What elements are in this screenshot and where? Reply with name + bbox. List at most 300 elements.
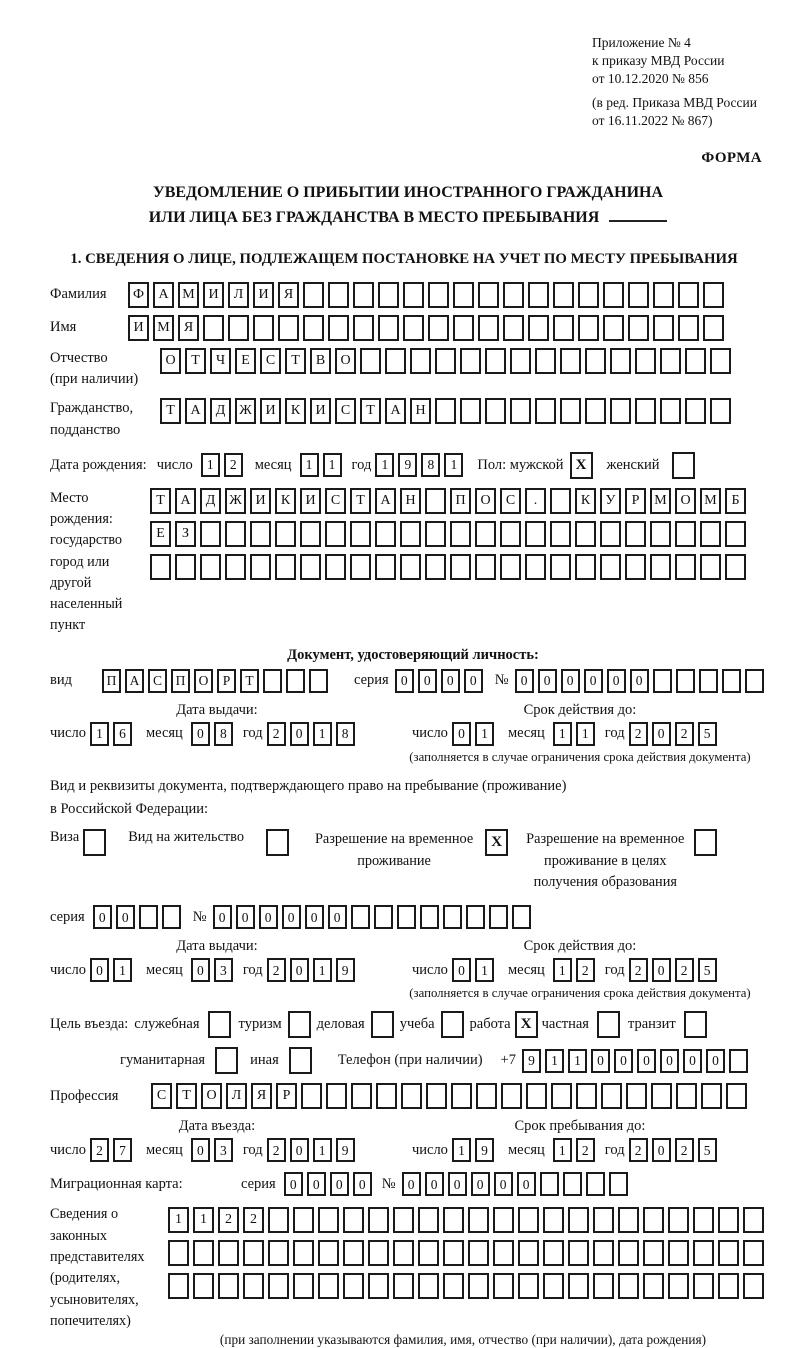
char-cell[interactable] [745,669,764,693]
char-cell[interactable] [250,554,271,580]
char-cell[interactable] [551,1083,572,1109]
char-cell[interactable]: 9 [398,453,417,477]
char-cell[interactable]: 0 [637,1049,656,1073]
char-cell[interactable]: Л [228,282,249,308]
char-cell[interactable] [343,1207,364,1233]
char-cell[interactable]: 1 [568,1049,587,1073]
char-cell[interactable] [500,521,521,547]
char-cell[interactable] [600,521,621,547]
temp-residence-permit-checkbox[interactable]: X [485,829,508,856]
char-cell[interactable] [693,1207,714,1233]
char-cell[interactable] [268,1273,289,1299]
char-cell[interactable]: С [335,398,356,424]
char-cell[interactable] [743,1273,764,1299]
char-cell[interactable]: И [128,315,149,341]
char-cell[interactable] [193,1273,214,1299]
char-cell[interactable]: К [275,488,296,514]
char-cell[interactable] [343,1273,364,1299]
char-cell[interactable] [200,521,221,547]
char-cell[interactable]: 1 [313,722,332,746]
char-cell[interactable] [318,1207,339,1233]
char-cell[interactable]: М [700,488,721,514]
char-cell[interactable]: 3 [214,1138,233,1162]
char-cell[interactable]: 1 [475,722,494,746]
char-cell[interactable]: 0 [418,669,437,693]
char-cell[interactable]: 0 [464,669,483,693]
char-cell[interactable]: 2 [218,1207,239,1233]
char-cell[interactable]: 0 [90,958,109,982]
char-cell[interactable] [309,669,328,693]
char-cell[interactable] [722,669,741,693]
char-cell[interactable] [493,1240,514,1266]
char-cell[interactable] [450,554,471,580]
char-cell[interactable]: 0 [517,1172,536,1196]
char-cell[interactable] [710,398,731,424]
purpose-business-checkbox[interactable] [371,1011,394,1038]
char-cell[interactable]: 8 [336,722,355,746]
char-cell[interactable]: У [600,488,621,514]
char-cell[interactable] [699,669,718,693]
char-cell[interactable] [600,554,621,580]
char-cell[interactable]: К [285,398,306,424]
char-cell[interactable]: 1 [90,722,109,746]
char-cell[interactable] [528,282,549,308]
char-cell[interactable] [560,398,581,424]
char-cell[interactable] [378,315,399,341]
char-cell[interactable]: 2 [576,1138,595,1162]
char-cell[interactable] [635,348,656,374]
char-cell[interactable] [200,554,221,580]
char-cell[interactable] [203,315,224,341]
char-cell[interactable] [351,905,370,929]
char-cell[interactable] [635,398,656,424]
char-cell[interactable] [293,1273,314,1299]
char-cell[interactable] [643,1207,664,1233]
char-cell[interactable] [493,1207,514,1233]
char-cell[interactable] [300,521,321,547]
char-cell[interactable] [675,554,696,580]
char-cell[interactable]: 0 [538,669,557,693]
char-cell[interactable] [400,521,421,547]
char-cell[interactable]: А [385,398,406,424]
char-cell[interactable] [168,1273,189,1299]
char-cell[interactable] [586,1172,605,1196]
char-cell[interactable] [700,554,721,580]
char-cell[interactable] [643,1273,664,1299]
char-cell[interactable] [318,1240,339,1266]
char-cell[interactable] [543,1273,564,1299]
char-cell[interactable] [318,1273,339,1299]
char-cell[interactable]: 1 [452,1138,471,1162]
char-cell[interactable] [560,348,581,374]
char-cell[interactable]: 9 [336,958,355,982]
char-cell[interactable] [668,1273,689,1299]
char-cell[interactable] [603,282,624,308]
char-cell[interactable] [218,1240,239,1266]
char-cell[interactable] [610,348,631,374]
char-cell[interactable] [526,1083,547,1109]
char-cell[interactable] [729,1049,748,1073]
char-cell[interactable]: 8 [214,722,233,746]
char-cell[interactable] [393,1240,414,1266]
char-cell[interactable] [653,282,674,308]
char-cell[interactable]: О [201,1083,222,1109]
char-cell[interactable] [693,1240,714,1266]
char-cell[interactable]: А [185,398,206,424]
char-cell[interactable] [535,398,556,424]
purpose-transit-checkbox[interactable] [684,1011,707,1038]
char-cell[interactable] [653,669,672,693]
char-cell[interactable] [676,1083,697,1109]
char-cell[interactable]: 0 [330,1172,349,1196]
char-cell[interactable]: 0 [305,905,324,929]
char-cell[interactable]: 0 [515,669,534,693]
char-cell[interactable] [518,1240,539,1266]
char-cell[interactable] [618,1207,639,1233]
char-cell[interactable] [700,521,721,547]
char-cell[interactable] [368,1273,389,1299]
char-cell[interactable] [225,521,246,547]
char-cell[interactable] [575,521,596,547]
purpose-private-checkbox[interactable] [597,1011,620,1038]
char-cell[interactable] [175,554,196,580]
char-cell[interactable] [368,1207,389,1233]
char-cell[interactable]: Е [150,521,171,547]
char-cell[interactable]: А [125,669,144,693]
char-cell[interactable]: И [300,488,321,514]
char-cell[interactable] [353,315,374,341]
char-cell[interactable]: Я [278,282,299,308]
char-cell[interactable]: 2 [90,1138,109,1162]
char-cell[interactable] [475,521,496,547]
char-cell[interactable] [468,1240,489,1266]
char-cell[interactable]: 2 [629,958,648,982]
char-cell[interactable] [535,348,556,374]
char-cell[interactable]: 9 [475,1138,494,1162]
char-cell[interactable] [512,905,531,929]
char-cell[interactable]: П [450,488,471,514]
char-cell[interactable] [543,1240,564,1266]
char-cell[interactable]: . [525,488,546,514]
char-cell[interactable]: 0 [652,1138,671,1162]
char-cell[interactable] [743,1207,764,1233]
char-cell[interactable] [568,1240,589,1266]
char-cell[interactable] [609,1172,628,1196]
char-cell[interactable] [397,905,416,929]
char-cell[interactable]: 0 [614,1049,633,1073]
char-cell[interactable] [385,348,406,374]
char-cell[interactable]: И [203,282,224,308]
char-cell[interactable] [403,315,424,341]
char-cell[interactable] [701,1083,722,1109]
char-cell[interactable] [485,348,506,374]
char-cell[interactable] [343,1240,364,1266]
char-cell[interactable] [450,521,471,547]
purpose-study-checkbox[interactable] [441,1011,464,1038]
char-cell[interactable]: 1 [313,958,332,982]
char-cell[interactable] [300,554,321,580]
char-cell[interactable]: Ч [210,348,231,374]
char-cell[interactable] [660,398,681,424]
char-cell[interactable] [593,1240,614,1266]
char-cell[interactable] [228,315,249,341]
char-cell[interactable] [478,315,499,341]
char-cell[interactable] [543,1207,564,1233]
char-cell[interactable]: 1 [193,1207,214,1233]
char-cell[interactable]: П [102,669,121,693]
purpose-tourism-checkbox[interactable] [288,1011,311,1038]
char-cell[interactable] [550,521,571,547]
char-cell[interactable] [568,1207,589,1233]
char-cell[interactable]: 0 [290,1138,309,1162]
char-cell[interactable] [525,521,546,547]
char-cell[interactable]: Т [360,398,381,424]
char-cell[interactable]: 0 [452,722,471,746]
char-cell[interactable] [475,554,496,580]
sex-male-checkbox[interactable]: X [570,452,593,479]
char-cell[interactable] [585,348,606,374]
char-cell[interactable] [525,554,546,580]
char-cell[interactable]: 1 [313,1138,332,1162]
char-cell[interactable]: Д [200,488,221,514]
char-cell[interactable]: Л [226,1083,247,1109]
char-cell[interactable]: 0 [630,669,649,693]
char-cell[interactable] [550,488,571,514]
char-cell[interactable]: С [151,1083,172,1109]
char-cell[interactable] [375,554,396,580]
char-cell[interactable] [500,554,521,580]
char-cell[interactable]: 2 [267,958,286,982]
char-cell[interactable] [675,521,696,547]
char-cell[interactable]: 0 [652,958,671,982]
char-cell[interactable] [718,1207,739,1233]
char-cell[interactable] [420,905,439,929]
char-cell[interactable] [425,488,446,514]
char-cell[interactable]: 3 [214,958,233,982]
char-cell[interactable] [393,1207,414,1233]
purpose-work-checkbox[interactable]: X [515,1011,538,1038]
char-cell[interactable] [678,315,699,341]
char-cell[interactable] [703,282,724,308]
char-cell[interactable]: 1 [475,958,494,982]
char-cell[interactable] [453,315,474,341]
char-cell[interactable]: Т [240,669,259,693]
char-cell[interactable]: 0 [448,1172,467,1196]
char-cell[interactable] [301,1083,322,1109]
char-cell[interactable]: 5 [698,958,717,982]
char-cell[interactable]: Я [178,315,199,341]
char-cell[interactable] [263,669,282,693]
char-cell[interactable]: Н [400,488,421,514]
char-cell[interactable] [528,315,549,341]
char-cell[interactable]: 0 [452,958,471,982]
char-cell[interactable] [568,1273,589,1299]
char-cell[interactable] [718,1273,739,1299]
char-cell[interactable] [351,1083,372,1109]
char-cell[interactable] [563,1172,582,1196]
char-cell[interactable] [443,905,462,929]
char-cell[interactable]: Д [210,398,231,424]
char-cell[interactable]: 0 [93,905,112,929]
char-cell[interactable] [518,1207,539,1233]
char-cell[interactable] [601,1083,622,1109]
char-cell[interactable] [503,282,524,308]
char-cell[interactable] [460,398,481,424]
char-cell[interactable] [466,905,485,929]
char-cell[interactable]: Е [235,348,256,374]
char-cell[interactable]: 0 [683,1049,702,1073]
char-cell[interactable] [650,521,671,547]
char-cell[interactable] [243,1273,264,1299]
char-cell[interactable]: 2 [243,1207,264,1233]
char-cell[interactable]: 5 [698,722,717,746]
char-cell[interactable] [676,669,695,693]
char-cell[interactable] [668,1207,689,1233]
char-cell[interactable] [603,315,624,341]
char-cell[interactable] [360,348,381,374]
purpose-other-checkbox[interactable] [289,1047,312,1074]
char-cell[interactable]: И [253,282,274,308]
char-cell[interactable]: 0 [213,905,232,929]
char-cell[interactable] [325,554,346,580]
char-cell[interactable] [403,282,424,308]
char-cell[interactable]: П [171,669,190,693]
char-cell[interactable]: 1 [553,722,572,746]
char-cell[interactable]: 2 [629,722,648,746]
char-cell[interactable] [350,521,371,547]
char-cell[interactable] [375,521,396,547]
char-cell[interactable]: 0 [290,958,309,982]
char-cell[interactable] [250,521,271,547]
char-cell[interactable] [425,521,446,547]
char-cell[interactable]: Н [410,398,431,424]
char-cell[interactable] [668,1240,689,1266]
char-cell[interactable] [268,1207,289,1233]
char-cell[interactable] [678,282,699,308]
char-cell[interactable] [378,282,399,308]
char-cell[interactable] [275,521,296,547]
char-cell[interactable] [468,1273,489,1299]
char-cell[interactable] [550,554,571,580]
char-cell[interactable] [410,348,431,374]
char-cell[interactable] [625,521,646,547]
char-cell[interactable]: Т [150,488,171,514]
char-cell[interactable]: 0 [282,905,301,929]
char-cell[interactable] [443,1273,464,1299]
char-cell[interactable]: О [475,488,496,514]
purpose-humanitarian-checkbox[interactable] [215,1047,238,1074]
char-cell[interactable]: О [160,348,181,374]
char-cell[interactable]: 0 [402,1172,421,1196]
char-cell[interactable]: К [575,488,596,514]
char-cell[interactable]: 0 [494,1172,513,1196]
char-cell[interactable]: М [178,282,199,308]
char-cell[interactable] [435,348,456,374]
char-cell[interactable] [278,315,299,341]
char-cell[interactable]: Т [185,348,206,374]
char-cell[interactable]: 1 [576,722,595,746]
char-cell[interactable]: 0 [353,1172,372,1196]
char-cell[interactable] [460,348,481,374]
residence-permit-checkbox[interactable] [266,829,289,856]
char-cell[interactable]: Ж [235,398,256,424]
char-cell[interactable]: Ф [128,282,149,308]
char-cell[interactable] [468,1207,489,1233]
char-cell[interactable]: В [310,348,331,374]
char-cell[interactable] [643,1240,664,1266]
char-cell[interactable] [710,348,731,374]
char-cell[interactable]: И [310,398,331,424]
char-cell[interactable] [718,1240,739,1266]
char-cell[interactable]: 9 [522,1049,541,1073]
char-cell[interactable] [518,1273,539,1299]
char-cell[interactable]: О [194,669,213,693]
purpose-official-checkbox[interactable] [208,1011,231,1038]
char-cell[interactable] [489,905,508,929]
char-cell[interactable] [326,1083,347,1109]
char-cell[interactable] [451,1083,472,1109]
char-cell[interactable] [328,282,349,308]
char-cell[interactable]: 1 [201,453,220,477]
char-cell[interactable]: Р [625,488,646,514]
char-cell[interactable] [651,1083,672,1109]
char-cell[interactable]: 1 [168,1207,189,1233]
char-cell[interactable] [286,669,305,693]
char-cell[interactable] [578,282,599,308]
char-cell[interactable]: 0 [259,905,278,929]
char-cell[interactable] [425,554,446,580]
char-cell[interactable]: Т [176,1083,197,1109]
char-cell[interactable]: 0 [284,1172,303,1196]
char-cell[interactable] [303,282,324,308]
char-cell[interactable]: 2 [576,958,595,982]
char-cell[interactable] [726,1083,747,1109]
char-cell[interactable] [374,905,393,929]
char-cell[interactable] [478,282,499,308]
char-cell[interactable] [618,1240,639,1266]
char-cell[interactable] [353,282,374,308]
char-cell[interactable] [503,315,524,341]
char-cell[interactable]: А [175,488,196,514]
char-cell[interactable]: Р [217,669,236,693]
char-cell[interactable] [428,315,449,341]
char-cell[interactable] [628,282,649,308]
char-cell[interactable]: 2 [675,1138,694,1162]
char-cell[interactable] [139,905,158,929]
char-cell[interactable] [400,554,421,580]
char-cell[interactable] [225,554,246,580]
char-cell[interactable] [325,521,346,547]
char-cell[interactable] [626,1083,647,1109]
char-cell[interactable]: 0 [660,1049,679,1073]
char-cell[interactable] [268,1240,289,1266]
char-cell[interactable] [618,1273,639,1299]
char-cell[interactable]: М [650,488,671,514]
char-cell[interactable]: Ж [225,488,246,514]
char-cell[interactable] [693,1273,714,1299]
char-cell[interactable]: 2 [267,722,286,746]
char-cell[interactable]: 1 [553,958,572,982]
char-cell[interactable]: 0 [290,722,309,746]
char-cell[interactable]: О [335,348,356,374]
char-cell[interactable] [628,315,649,341]
char-cell[interactable]: О [675,488,696,514]
visa-checkbox[interactable] [83,829,106,856]
char-cell[interactable] [625,554,646,580]
char-cell[interactable]: 0 [191,958,210,982]
char-cell[interactable] [401,1083,422,1109]
char-cell[interactable] [653,315,674,341]
